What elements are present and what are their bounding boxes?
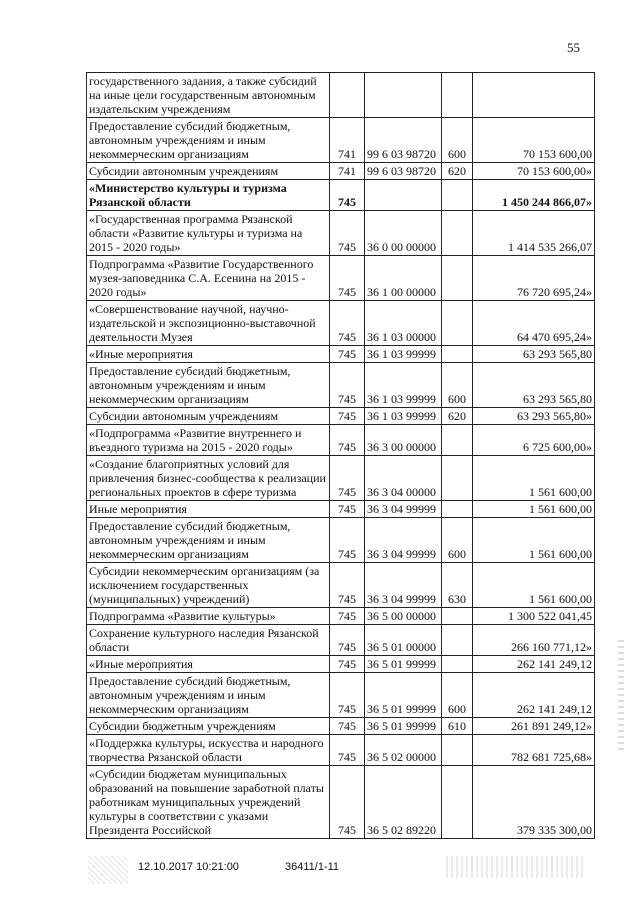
row-name: «Министерство культуры и туризма Рязанской области <box>87 180 330 211</box>
row-csr-code: 36 3 04 99999 <box>365 518 442 563</box>
row-vr-code <box>442 735 473 766</box>
row-csr-code: 36 1 03 99999 <box>365 346 442 363</box>
row-name: Субсидии некоммерческим организациям (за исключением государственных (муниципальных) учреждений) <box>87 563 330 608</box>
row-sum: 379 335 300,00 <box>473 766 595 839</box>
row-vr-code <box>442 425 473 456</box>
table-row <box>87 456 595 501</box>
row-csr-code: 36 5 02 00000 <box>365 735 442 766</box>
side-scan-mark <box>618 640 624 750</box>
table-row <box>87 656 595 673</box>
row-grbs-code: 745 <box>330 563 365 608</box>
row-vr-code: 600 <box>442 363 473 408</box>
row-grbs-code: 745 <box>330 301 365 346</box>
row-csr-code: 36 1 03 00000 <box>365 301 442 346</box>
row-name: «Иные мероприятия <box>87 346 330 363</box>
row-sum: 1 561 600,00 <box>473 563 595 608</box>
row-grbs-code: 745 <box>330 363 365 408</box>
row-csr-code: 36 5 02 89220 <box>365 766 442 839</box>
row-sum: 76 720 695,24» <box>473 256 595 301</box>
row-grbs-code: 745 <box>330 656 365 673</box>
row-vr-code <box>442 501 473 518</box>
row-csr-code: 36 0 00 00000 <box>365 211 442 256</box>
row-name: Предоставление субсидий бюджетным, автономным учреждениям и иным некоммерческим организациям <box>87 518 330 563</box>
row-csr-code: 36 1 00 00000 <box>365 256 442 301</box>
row-grbs-code: 745 <box>330 673 365 718</box>
row-name: Подпрограмма «Развитие культуры» <box>87 608 330 625</box>
row-grbs-code: 745 <box>330 518 365 563</box>
row-csr-code: 36 5 01 99999 <box>365 718 442 735</box>
row-grbs-code: 745 <box>330 256 365 301</box>
row-csr-code: 99 6 03 98720 <box>365 118 442 163</box>
row-csr-code: 36 3 04 99999 <box>365 501 442 518</box>
table-row <box>87 735 595 766</box>
table-row <box>87 518 595 563</box>
row-vr-code <box>442 73 473 118</box>
table-row <box>87 363 595 408</box>
row-grbs-code: 745 <box>330 425 365 456</box>
row-sum: 782 681 725,68» <box>473 735 595 766</box>
row-vr-code: 600 <box>442 673 473 718</box>
table-row <box>87 563 595 608</box>
stamp-mark-left <box>88 856 128 884</box>
row-sum: 70 153 600,00» <box>473 163 595 180</box>
table-row <box>87 408 595 425</box>
row-vr-code: 600 <box>442 518 473 563</box>
row-grbs-code: 745 <box>330 180 365 211</box>
row-sum: 63 293 565,80» <box>473 408 595 425</box>
row-name: Субсидии автономным учреждениям <box>87 408 330 425</box>
row-name: «Совершенствование научной, научно-издательской и экспозиционно-выставочной деятельности Музея <box>87 301 330 346</box>
row-name: «Иные мероприятия <box>87 656 330 673</box>
budget-table <box>86 72 595 839</box>
row-name: Предоставление субсидий бюджетным, автономным учреждениям и иным некоммерческим организациям <box>87 363 330 408</box>
row-vr-code: 610 <box>442 718 473 735</box>
row-csr-code: 36 5 01 00000 <box>365 625 442 656</box>
table-row <box>87 301 595 346</box>
row-name: Предоставление субсидий бюджетным, автономным учреждениям и иным некоммерческим организациям <box>87 673 330 718</box>
row-vr-code <box>442 608 473 625</box>
row-sum: 262 141 249,12 <box>473 673 595 718</box>
row-csr-code: 36 5 01 99999 <box>365 656 442 673</box>
row-name: «Поддержка культуры, искусства и народного творчества Рязанской области <box>87 735 330 766</box>
row-csr-code: 36 3 04 99999 <box>365 563 442 608</box>
row-sum: 6 725 600,00» <box>473 425 595 456</box>
row-sum <box>473 73 595 118</box>
row-name: Сохранение культурного наследия Рязанской области <box>87 625 330 656</box>
table-row <box>87 718 595 735</box>
row-csr-code: 36 3 00 00000 <box>365 425 442 456</box>
table-row <box>87 501 595 518</box>
row-vr-code <box>442 301 473 346</box>
row-grbs-code: 741 <box>330 163 365 180</box>
table-row <box>87 346 595 363</box>
row-vr-code <box>442 211 473 256</box>
row-csr-code: 36 5 00 00000 <box>365 608 442 625</box>
row-csr-code <box>365 180 442 211</box>
row-name: Субсидии бюджетным учреждениям <box>87 718 330 735</box>
row-name: «Государственная программа Рязанской области «Развитие культуры и туризма на 2015 - 2020 годы» <box>87 211 330 256</box>
row-vr-code <box>442 625 473 656</box>
table-row <box>87 608 595 625</box>
row-name: Предоставление субсидий бюджетным, автономным учреждениям и иным некоммерческим организациям <box>87 118 330 163</box>
table-row <box>87 180 595 211</box>
row-sum: 1 561 600,00 <box>473 501 595 518</box>
row-grbs-code: 745 <box>330 501 365 518</box>
row-vr-code <box>442 456 473 501</box>
row-name: «Создание благоприятных условий для привлечения бизнес-сообщества к реализации региональных проектов в сфере туризма <box>87 456 330 501</box>
table-row <box>87 625 595 656</box>
row-name: «Субсидии бюджетам муниципальных образований на повышение заработной платы работникам муниципальных учреждений культуры в соответствии с указами Президента Российской <box>87 766 330 839</box>
table-row <box>87 163 595 180</box>
row-vr-code: 620 <box>442 163 473 180</box>
row-vr-code: 600 <box>442 118 473 163</box>
row-csr-code: 36 5 01 99999 <box>365 673 442 718</box>
row-sum: 261 891 249,12» <box>473 718 595 735</box>
row-csr-code: 99 6 03 98720 <box>365 163 442 180</box>
page-number: 55 <box>567 40 580 55</box>
footer-doc-number: 36411/1-11 <box>285 861 340 873</box>
row-vr-code <box>442 180 473 211</box>
row-name: Субсидии автономным учреждениям <box>87 163 330 180</box>
row-grbs-code <box>330 73 365 118</box>
budget-table-body <box>87 73 595 839</box>
table-row <box>87 673 595 718</box>
row-grbs-code: 745 <box>330 608 365 625</box>
row-vr-code: 620 <box>442 408 473 425</box>
row-grbs-code: 745 <box>330 766 365 839</box>
row-grbs-code: 745 <box>330 408 365 425</box>
row-grbs-code: 745 <box>330 735 365 766</box>
row-sum: 1 300 522 041,45 <box>473 608 595 625</box>
footer-datetime: 12.10.2017 10:21:00 <box>138 861 239 873</box>
table-row <box>87 256 595 301</box>
row-sum: 266 160 771,12» <box>473 625 595 656</box>
row-grbs-code: 745 <box>330 211 365 256</box>
row-sum: 70 153 600,00 <box>473 118 595 163</box>
row-sum: 262 141 249,12 <box>473 656 595 673</box>
row-grbs-code: 741 <box>330 118 365 163</box>
row-name: «Подпрограмма «Развитие внутреннего и въездного туризма на 2015 - 2020 годы» <box>87 425 330 456</box>
row-name: Подпрограмма «Развитие Государственного музея-заповедника С.А. Есенина на 2015 - 2020 годы» <box>87 256 330 301</box>
table-row <box>87 766 595 839</box>
table-row <box>87 118 595 163</box>
row-grbs-code: 745 <box>330 346 365 363</box>
row-vr-code <box>442 256 473 301</box>
row-csr-code <box>365 73 442 118</box>
row-name: государственного задания, а также субсидий на иные цели государственным автономным издательским учреждениям <box>87 73 330 118</box>
row-sum: 1 561 600,00 <box>473 456 595 501</box>
table-row <box>87 425 595 456</box>
table-row <box>87 73 595 118</box>
row-vr-code <box>442 766 473 839</box>
row-name: Иные мероприятия <box>87 501 330 518</box>
row-sum: 64 470 695,24» <box>473 301 595 346</box>
row-csr-code: 36 3 04 00000 <box>365 456 442 501</box>
table-row <box>87 211 595 256</box>
row-vr-code: 630 <box>442 563 473 608</box>
row-sum: 1 450 244 866,07» <box>473 180 595 211</box>
row-sum: 1 414 535 266,07 <box>473 211 595 256</box>
row-grbs-code: 745 <box>330 625 365 656</box>
stamp-mark-right <box>446 856 586 878</box>
row-sum: 63 293 565,80 <box>473 363 595 408</box>
row-vr-code <box>442 346 473 363</box>
row-grbs-code: 745 <box>330 456 365 501</box>
row-csr-code: 36 1 03 99999 <box>365 363 442 408</box>
row-sum: 1 561 600,00 <box>473 518 595 563</box>
row-vr-code <box>442 656 473 673</box>
row-grbs-code: 745 <box>330 718 365 735</box>
row-sum: 63 293 565,80 <box>473 346 595 363</box>
row-csr-code: 36 1 03 99999 <box>365 408 442 425</box>
